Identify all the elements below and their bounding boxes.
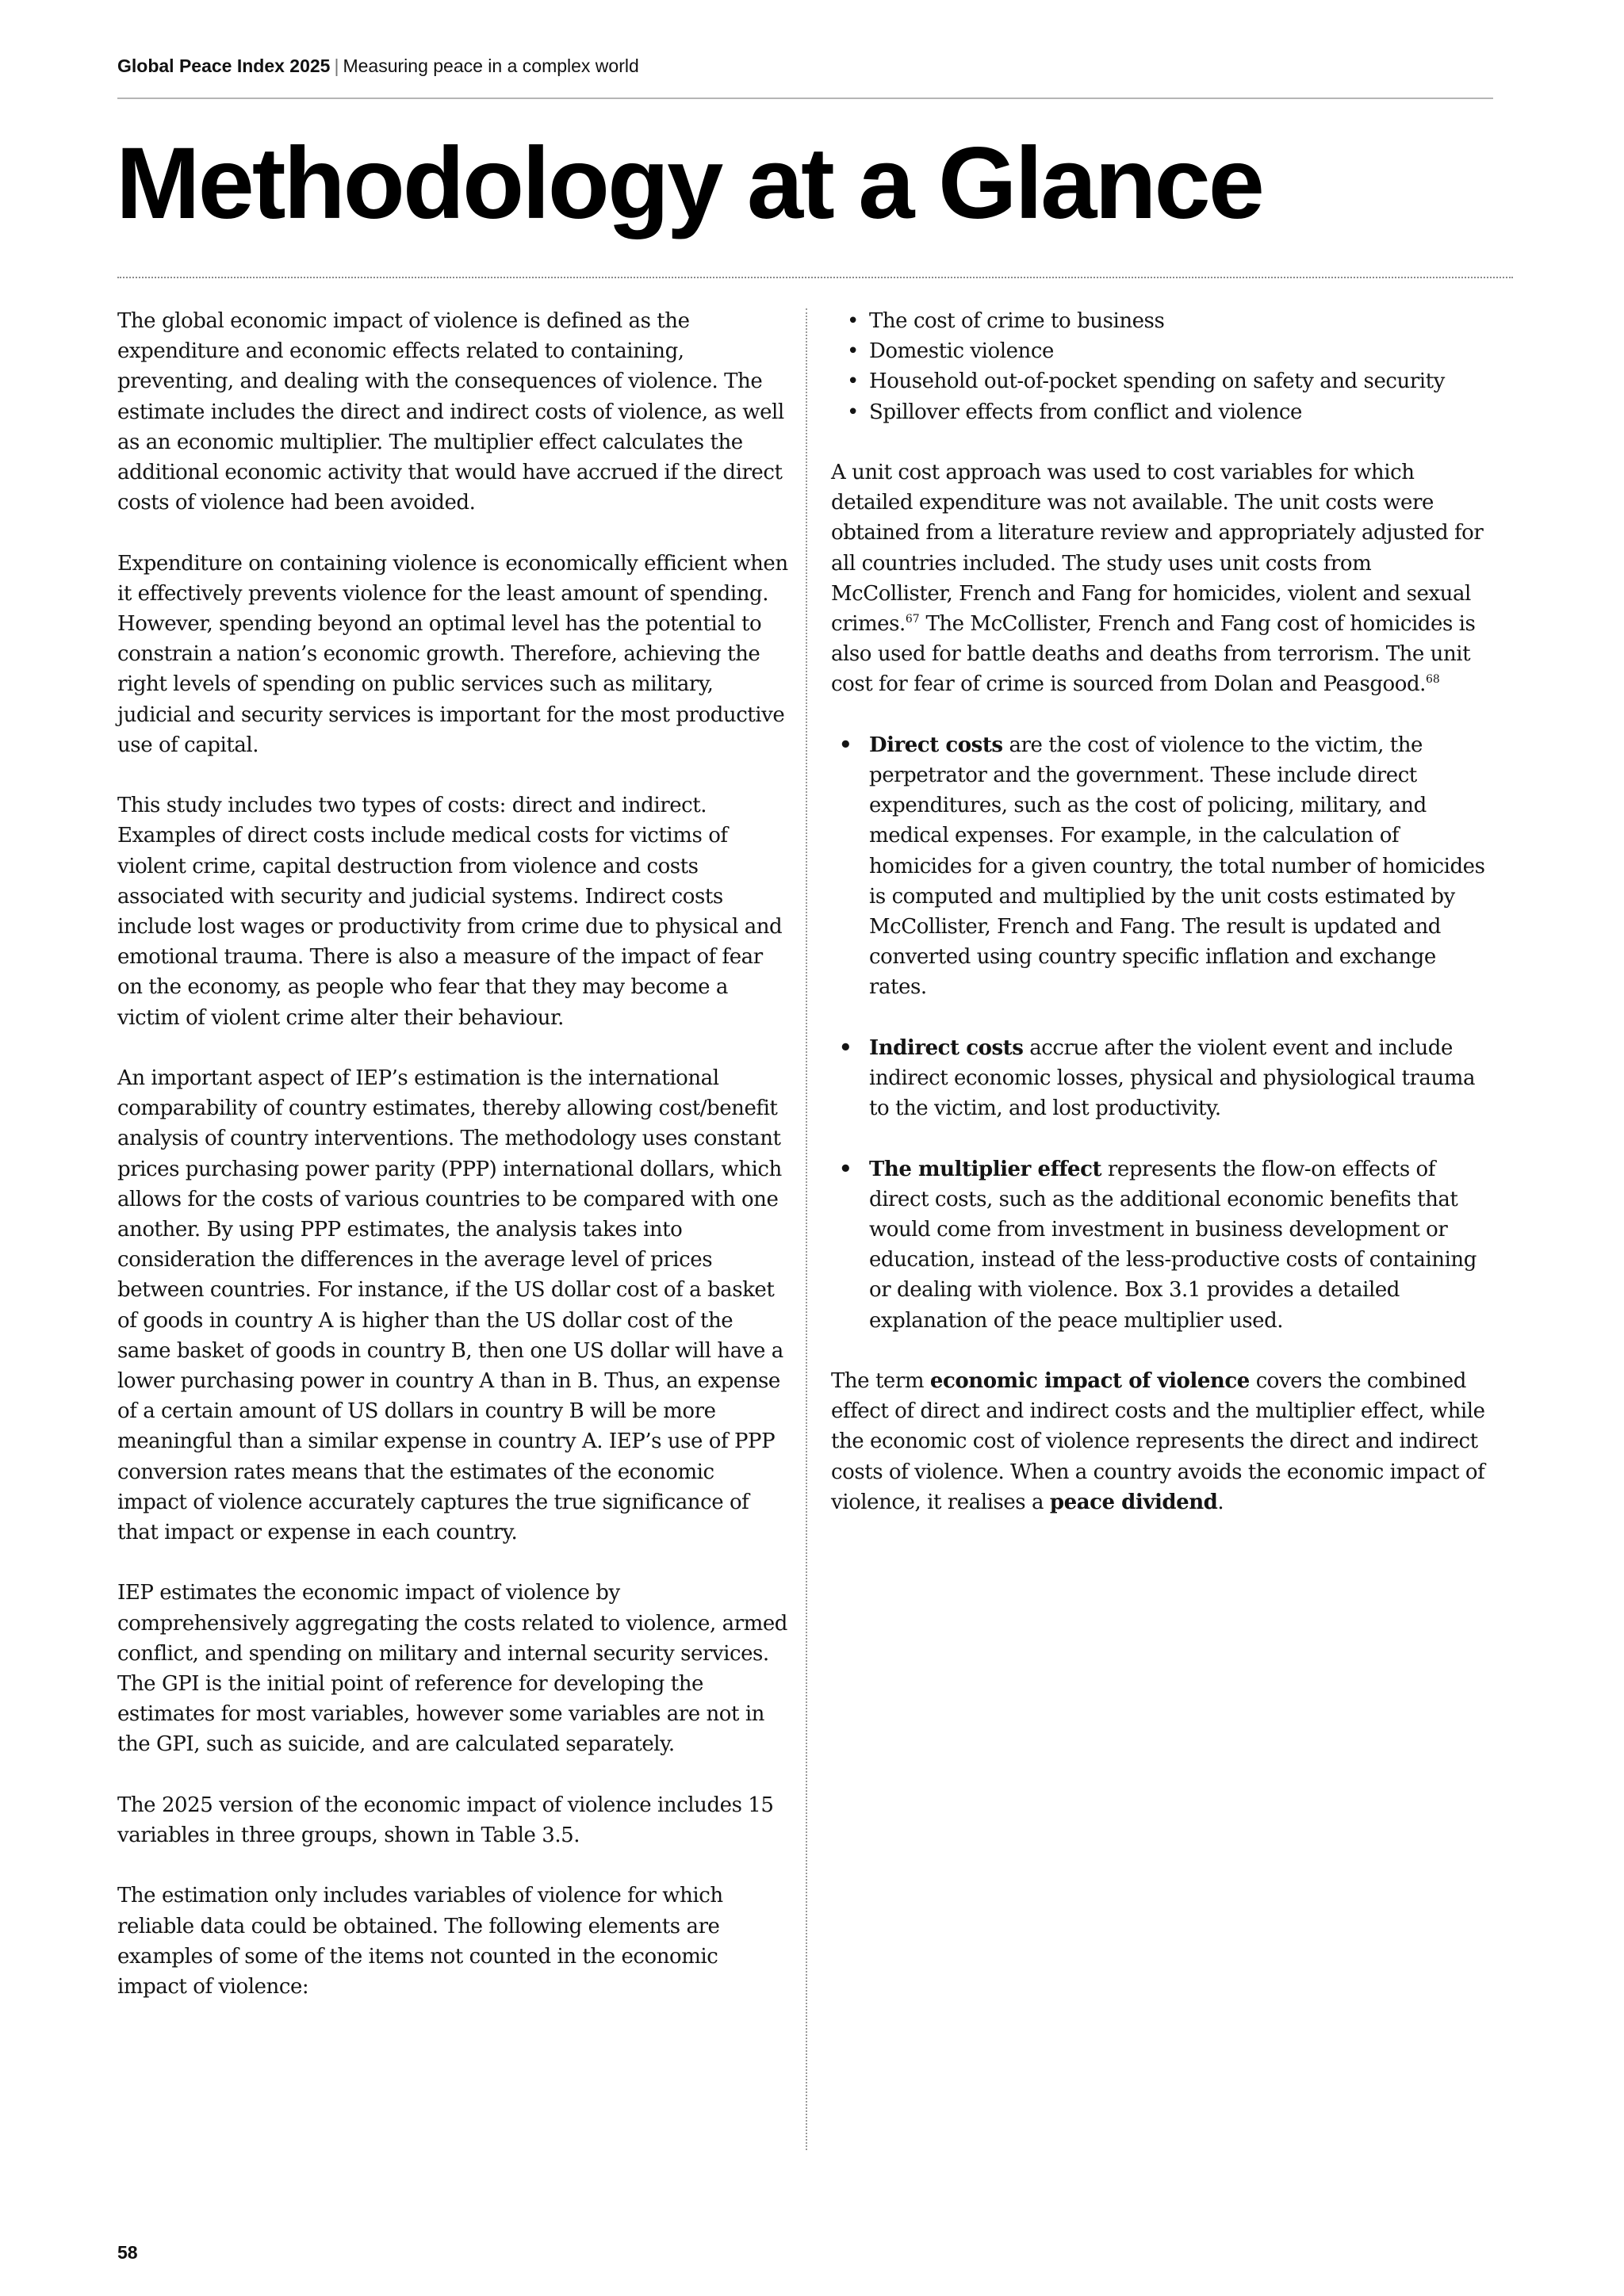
column-divider (806, 308, 807, 2150)
unit-cost-paragraph (831, 457, 1497, 700)
footnote-ref: 68 (1425, 673, 1440, 687)
publication-title: Global Peace Index 2025 (117, 55, 331, 76)
paragraph: IEP estimates the economic impact of violence by comprehensively aggregating the costs related to violence, armed conflict, and spending on military and internal security services. The GPI is the initial point of reference for developing the estimates for most variables, however some variables are not in the GPI, such as suicide, and are calculated separately. (117, 1581, 787, 1757)
list-item: • Domestic violence (831, 336, 1497, 366)
bold-term: economic impact of violence (929, 1369, 1250, 1394)
definition-text: are the cost of violence to the victim, the perpetrator and the government. These include direct expenditures, such as the cost of policing, military, and medical expenses. For example, in the calculation of homicides for a given country, the total number of homicides is computed and multiplied by the unit costs estimated by McCollister, French and Fang. The result is updated and converted using country specific inflation and exchange rates. (869, 733, 1485, 1000)
paragraph-text: covers the combined effect of direct and indirect costs and the multiplier effect, while the economic cost of violence represents the direct and indirect costs of violence. When a country avoids the economic impact of violence, it realises a (831, 1369, 1485, 1514)
definition-term: The multiplier effect (869, 1157, 1102, 1181)
definition-term: Direct costs (869, 733, 1003, 757)
header-rule (117, 98, 1493, 99)
definition-text: represents the flow-on effects of direct costs, such as the additional economic benefits that would come from investment in business development or education, instead of the less-productive costs of containing or dealing with violence. Box 3.1 provides a detailed explanation of the peace multiplier used. (869, 1157, 1477, 1333)
paragraph-text: . (1217, 1490, 1224, 1514)
paragraph: This study includes two types of costs: direct and indirect. Examples of direct costs include medical costs for victims of violent crime, capital destruction from violence and costs associated with security and judicial systems. Indirect costs include lost wages or productivity from crime due to physical and emotional trauma. There is also a measure of the impact of fear on the economy, as people who fear that they may become a victim of violent crime alter their behaviour. (117, 794, 783, 1030)
running-header (117, 55, 639, 77)
definition-indirect-costs (831, 1033, 1497, 1124)
paragraph-text: The term (831, 1369, 930, 1394)
right-column (831, 306, 1497, 1548)
publication-subtitle: Measuring peace in a complex world (343, 55, 639, 76)
definition-term: Indirect costs (869, 1035, 1024, 1060)
list-item: • The cost of crime to business (831, 306, 1497, 336)
page-title: Methodology at a Glance (116, 127, 1262, 240)
definition-direct-costs (831, 730, 1497, 1003)
paragraph-text: The McCollister, French and Fang cost of homicides is also used for battle deaths and deaths from terrorism. The unit cost for fear of crime is sourced from Dolan and Peasgood. (831, 612, 1476, 697)
title-divider (117, 277, 1513, 278)
paragraph: The 2025 version of the economic impact of violence includes 15 variables in three groups, shown in Table 3.5. (117, 1793, 774, 1848)
paragraph-text: A unit cost approach was used to cost variables for which detailed expenditure was not available. The unit costs were obtained from a literature review and appropriately adjusted for all countries included. The study uses unit costs from McCollister, French and Fang for homicides, violent and sexual crimes. (831, 461, 1484, 637)
closing-paragraph (831, 1366, 1497, 1517)
paragraph: Expenditure on containing violence is economically efficient when it effectively prevents violence for the least amount of spending. However, spending beyond an optimal level has the potential to constrain a nation’s economic growth. Therefore, achieving the right levels of spending on public services such as military, judicial and security services is important for the most productive use of capital. (117, 551, 788, 757)
cost-definitions-list (831, 730, 1497, 1336)
paragraph: The global economic impact of violence is defined as the expenditure and economic effects related to containing, preventing, and dealing with the consequences of violence. The estimate includes the direct and indirect costs of violence, as well as an economic multiplier. The multiplier effect calculates the additional economic activity that would have accrued if the direct costs of violence had been avoided. (117, 309, 784, 515)
list-item: • Household out-of-pocket spending on safety and security (831, 366, 1497, 396)
page-number: 58 (117, 2242, 138, 2263)
left-column (117, 306, 788, 2032)
footnote-ref: 67 (905, 613, 920, 626)
definition-multiplier-effect (831, 1154, 1497, 1336)
excluded-items-list (831, 306, 1497, 427)
definition-text: accrue after the violent event and include indirect economic losses, physical and physiological trauma to the victim, and lost productivity. (869, 1035, 1476, 1121)
list-item: • Spillover effects from conflict and violence (831, 397, 1497, 427)
header-separator: | (334, 55, 339, 76)
bold-term: peace dividend (1049, 1490, 1218, 1514)
paragraph: An important aspect of IEP’s estimation is the international comparability of country estimates, thereby allowing cost/benefit analysis of country interventions. The methodology uses constant prices purchasing power parity (PPP) international dollars, which allows for the costs of various countries to be compared with one another. By using PPP estimates, the analysis takes into consideration the differences in the average level of prices between countries. For instance, if the US dollar cost of a basket of goods in country A is higher than the US dollar cost of the same basket of goods in country B, then one US dollar will have a lower purchasing power in country A than in B. Thus, an expense of a certain amount of US dollars in country B will be more meaningful than a similar expense in country A. IEP’s use of PPP conversion rates means that the estimates of the economic impact of violence accurately captures the true significance of that impact or expense in each country. (117, 1066, 783, 1545)
paragraph: The estimation only includes variables of violence for which reliable data could be obtained. The following elements are examples of some of the items not counted in the economic impact of violence: (117, 1884, 723, 1999)
